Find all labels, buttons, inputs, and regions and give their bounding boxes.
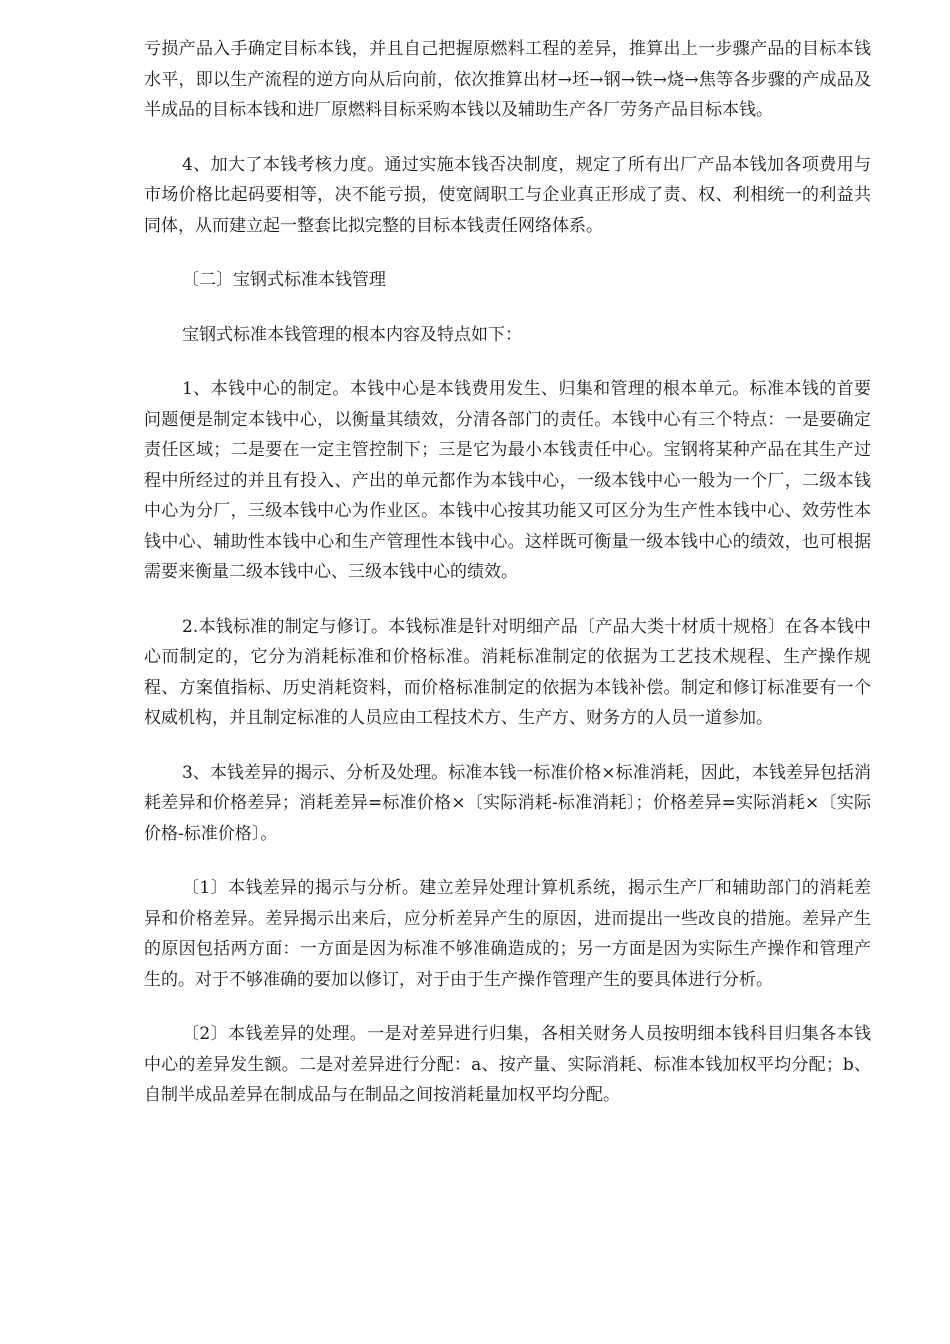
paragraph-variance-analysis: 〔1〕本钱差异的揭示与分析。建立差异处理计算机系统，揭示生产厂和辅助部门的消耗差异和价格差异。差异揭示出来后，应分析差异产生的原因，进而提出一些改良的措施。差异产生的原因包括两方面：一方面是因为标准不够准确造成的；另一方面是因为实际生产操作和管理产生的。对于不够准确的要加以修订，对于由于生产操作管理产生的要具体进行分析。	[144, 878, 871, 990]
paragraph-cost-assessment: 4、加大了本钱考核力度。通过实施本钱否决制度，规定了所有出厂产品本钱加各项费用与市场价格比起码要相等，决不能亏损，使宽阔职工与企业真正形成了责、权、利相统一的利益共同体，从而建立起一整套比拟完整的目标本钱责任网络体系。	[144, 154, 871, 236]
paragraph-target-cost-continuation: 亏损产品入手确定目标本钱，并且自己把握原燃料工程的差异，推算出上一步骤产品的目标本钱水平，即以生产流程的逆方向从后向前，依次推算出材→坯→钢→铁→烧→焦等各步骤的产成品及半成品的目标本钱和进厂原燃料目标采购本钱以及辅助生产各厂劳务产品目标本钱。	[144, 39, 871, 120]
paragraph-cost-standard: 2.本钱标准的制定与修订。本钱标准是针对明细产品〔产品大类十材质十规格〕在各本钱中心而制定的，它分为消耗标准和价格标准。消耗标准制定的依据为工艺技术规程、生产操作规程、方案值指标、历史消耗资料，而价格标准制定的依据为本钱补偿。制定和修订标准要有一个权威机构，并且制定标准的人员应由工程技术方、生产方、财务方的人员一道参加。	[144, 616, 871, 728]
paragraph-intro-contents: 宝钢式标准本钱管理的根本内容及特点如下：	[182, 324, 522, 345]
paragraph-cost-center: 1、本钱中心的制定。本钱中心是本钱费用发生、归集和管理的根本单元。标准本钱的首要问题便是制定本钱中心，以衡量其绩效，分清各部门的责任。本钱中心有三个特点：一是要确定责任区域；二是要在一定主管控制下；三是它为最小本钱责任中心。宝钢将某种产品在其生产过程中所经过的并且有投入、产出的单元都作为本钱中心，一级本钱中心一般为一个厂，二级本钱中心为分厂，三级本钱中心为作业区。本钱中心按其功能又可区分为生产性本钱中心、效劳性本钱中心、辅助性本钱中心和生产管理性本钱中心。这样既可衡量一级本钱中心的绩效，也可根据需要来衡量二级本钱中心、三级本钱中心的绩效。	[144, 379, 871, 582]
paragraph-variance-handling: 〔2〕本钱差异的处理。一是对差异进行归集，各相关财务人员按明细本钱科目归集各本钱中心的差异发生额。二是对差异进行分配：a、按产量、实际消耗、标准本钱加权平均分配；b、自制半成品差异在制成品与在制品之间按消耗量加权平均分配。	[144, 1024, 871, 1105]
paragraph-cost-variance: 3、本钱差异的揭示、分析及处理。标准本钱一标准价格×标准消耗，因此，本钱差异包括消耗差异和价格差异；消耗差异=标准价格×〔实际消耗-标准消耗〕；价格差异=实际消耗×〔实际价格-标准价格〕。	[144, 762, 871, 844]
document-body	[144, 34, 871, 1135]
section-heading-baosteel-standard-cost: 〔二〕宝钢式标准本钱管理	[182, 270, 386, 290]
